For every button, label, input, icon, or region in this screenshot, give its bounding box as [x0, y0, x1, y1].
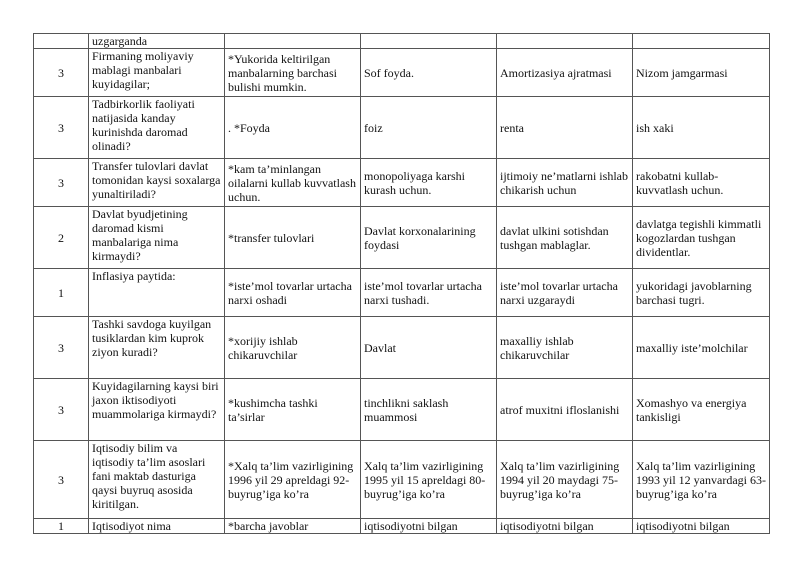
table-row	[34, 97, 770, 159]
answer-option-d	[633, 34, 770, 49]
table-row	[34, 441, 770, 519]
question-number: 2	[34, 207, 89, 269]
table-row	[34, 159, 770, 207]
answer-option-d: maxalliy iste’molchilar	[633, 317, 770, 379]
question-number: 1	[34, 519, 89, 534]
table-row	[34, 49, 770, 97]
answer-option-d: ish xaki	[633, 97, 770, 159]
answer-option-c: iqtisodiyotni bilgan	[497, 519, 633, 534]
question-text: Kuyidagilarning kaysi biri jaxon iktisodiyoti muammolariga kirmaydi?	[89, 379, 225, 441]
answer-option-b: monopoliyaga karshi kurash uchun.	[361, 159, 497, 207]
question-text: Tadbirkorlik faoliyati natijasida kanday kurinishda daromad olinadi?	[89, 97, 225, 159]
answer-option-b: Sof foyda.	[361, 49, 497, 97]
answer-option-b: Davlat	[361, 317, 497, 379]
answer-correct: *Xalq ta’lim vazirligining 1996 yil 29 apreldagi 92-buyrug’iga ko’ra	[225, 441, 361, 519]
answer-correct: *barcha javoblar	[225, 519, 361, 534]
question-text: Iqtisodiy bilim va iqtisodiy ta’lim asoslari fani maktab dasturiga qaysi buyruq asosida kiritilgan.	[89, 441, 225, 519]
answer-option-c: ijtimoiy ne’matlarni ishlab chikarish uchun	[497, 159, 633, 207]
question-number: 3	[34, 379, 89, 441]
question-text: Inflasiya paytida:	[89, 269, 225, 317]
answer-option-b: iqtisodiyotni bilgan	[361, 519, 497, 534]
answer-correct: *xorijiy ishlab chikaruvchilar	[225, 317, 361, 379]
answer-option-d: rakobatni kullab-kuvvatlash uchun.	[633, 159, 770, 207]
answer-option-b: Xalq ta’lim vazirligining 1995 yil 15 apreldagi 80-buyrug’iga ko’ra	[361, 441, 497, 519]
answer-correct: . *Foyda	[225, 97, 361, 159]
answer-option-d: iqtisodiyotni bilgan	[633, 519, 770, 534]
question-number: 3	[34, 159, 89, 207]
answer-correct: *iste’mol tovarlar urtacha narxi oshadi	[225, 269, 361, 317]
answer-option-b: foiz	[361, 97, 497, 159]
answer-option-c: davlat ulkini sotishdan tushgan mablaglar.	[497, 207, 633, 269]
answer-option-c: renta	[497, 97, 633, 159]
answer-option-b: iste’mol tovarlar urtacha narxi tushadi.	[361, 269, 497, 317]
answer-correct: *kam ta’minlangan oilalarni kullab kuvvatlash uchun.	[225, 159, 361, 207]
answer-option-c: maxalliy ishlab chikaruvchilar	[497, 317, 633, 379]
answer-correct	[225, 34, 361, 49]
answer-option-c: iste’mol tovarlar urtacha narxi uzgaraydi	[497, 269, 633, 317]
question-text: Transfer tulovlari davlat tomonidan kaysi soxalarga yunaltiriladi?	[89, 159, 225, 207]
answer-option-b: Davlat korxonalarining foydasi	[361, 207, 497, 269]
question-number: 3	[34, 49, 89, 97]
table-row	[34, 269, 770, 317]
question-number: 1	[34, 269, 89, 317]
table-row	[34, 317, 770, 379]
answer-option-c	[497, 34, 633, 49]
table-row	[34, 207, 770, 269]
table-row	[34, 519, 770, 534]
questions-table-body	[34, 34, 770, 534]
question-text: Iqtisodiyot nima	[89, 519, 225, 534]
answer-option-d: Nizom jamgarmasi	[633, 49, 770, 97]
answer-correct: *transfer tulovlari	[225, 207, 361, 269]
answer-correct: *kushimcha tashki ta’sirlar	[225, 379, 361, 441]
answer-option-c: atrof muxitni ifloslanishi	[497, 379, 633, 441]
questions-table	[33, 33, 770, 534]
question-text: Firmaning moliyaviy mablagi manbalari kuyidagilar;	[89, 49, 225, 97]
question-number: 3	[34, 317, 89, 379]
answer-option-d: Xalq ta’lim vazirligining 1993 yil 12 yanvardagi 63-buyrug’iga ko’ra	[633, 441, 770, 519]
table-row	[34, 34, 770, 49]
answer-option-c: Amortizasiya ajratmasi	[497, 49, 633, 97]
answer-option-d: davlatga tegishli kimmatli kogozlardan tushgan dividentlar.	[633, 207, 770, 269]
answer-option-b	[361, 34, 497, 49]
answer-option-b: tinchlikni saklash muammosi	[361, 379, 497, 441]
question-number	[34, 34, 89, 49]
question-text: uzgarganda	[89, 34, 225, 49]
answer-option-d: Xomashyo va energiya tankisligi	[633, 379, 770, 441]
question-number: 3	[34, 441, 89, 519]
answer-correct: *Yukorida keltirilgan manbalarning barchasi bulishi mumkin.	[225, 49, 361, 97]
answer-option-c: Xalq ta’lim vazirligining 1994 yil 20 maydagi 75-buyrug’iga ko’ra	[497, 441, 633, 519]
question-number: 3	[34, 97, 89, 159]
table-row	[34, 379, 770, 441]
question-text: Davlat byudjetining daromad kismi manbalariga nima kirmaydi?	[89, 207, 225, 269]
question-text: Tashki savdoga kuyilgan tusiklardan kim kuprok ziyon kuradi?	[89, 317, 225, 379]
answer-option-d: yukoridagi javoblarning barchasi tugri.	[633, 269, 770, 317]
